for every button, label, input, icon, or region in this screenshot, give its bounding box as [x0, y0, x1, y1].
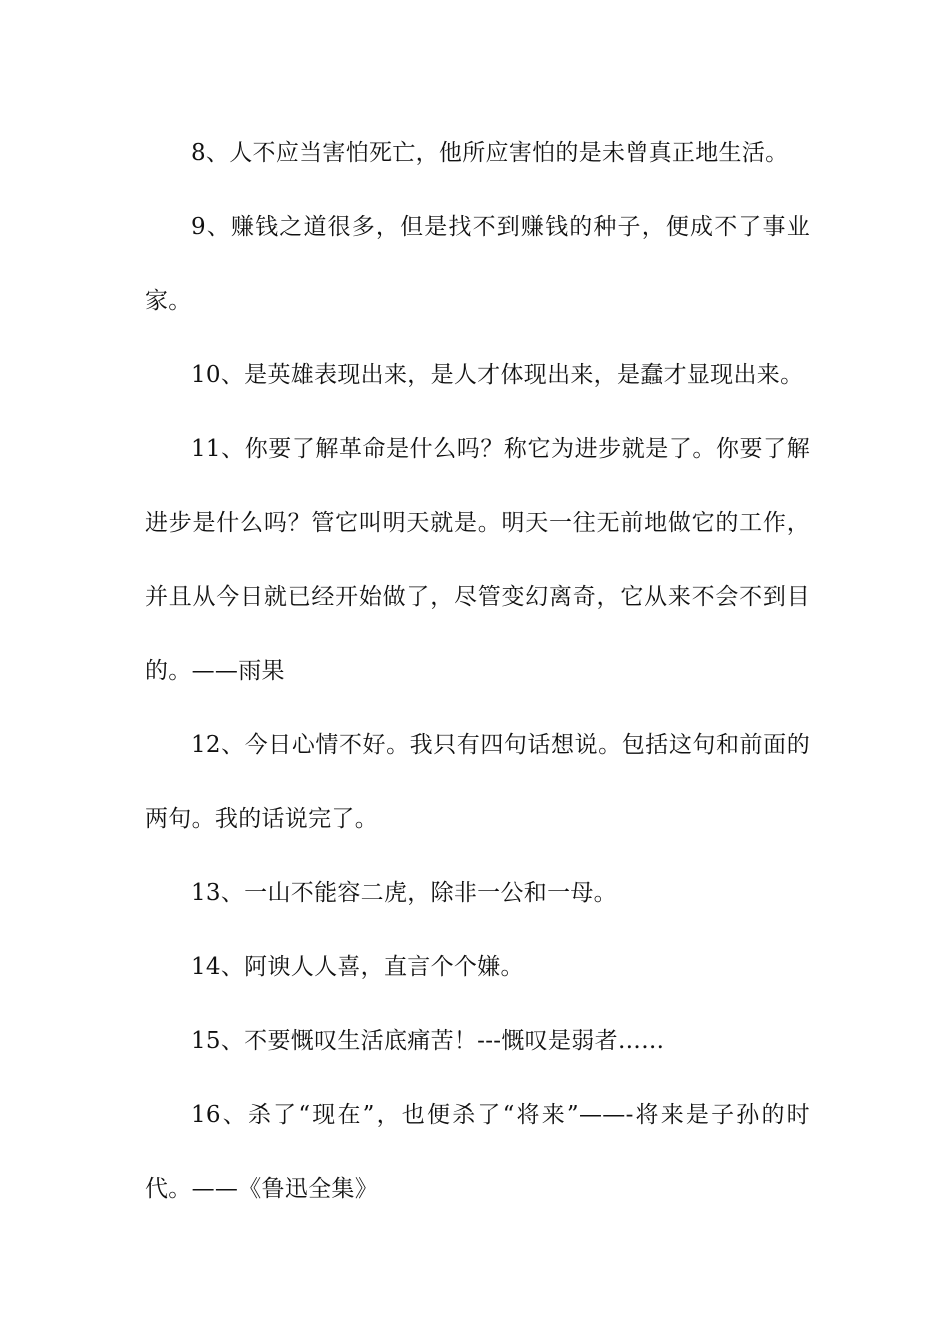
quote-paragraph-16: 16、杀了“现在”，也便杀了“将来”——-将来是子孙的时代。——《鲁迅全集》 — [145, 1102, 810, 1202]
quote-paragraph-11: 11、你要了解革命是什么吗？称它为进步就是了。你要了解进步是什么吗？管它叫明天就是。明天一往无前地做它的工作，并且从今日就已经开始做了，尽管变幻离奇，它从来不会不到目的。——雨果 — [145, 436, 810, 684]
quote-paragraph-13: 13、一山不能容二虎，除非一公和一母。 — [191, 880, 617, 906]
quote-paragraph-12: 12、今日心情不好。我只有四句话想说。包括这句和前面的两句。我的话说完了。 — [145, 732, 810, 832]
quote-paragraph-9: 9、赚钱之道很多，但是找不到赚钱的种子，便成不了事业家。 — [145, 214, 810, 314]
quote-paragraph-15: 15、不要慨叹生活底痛苦！---慨叹是弱者…… — [191, 1028, 665, 1054]
quote-paragraph-8: 8、人不应当害怕死亡，他所应害怕的是未曾真正地生活。 — [191, 140, 789, 166]
quote-paragraph-10: 10、是英雄表现出来，是人才体现出来，是蠢才显现出来。 — [191, 362, 804, 388]
document-body — [145, 116, 810, 1226]
quote-paragraph-14: 14、阿谀人人喜，直言个个嫌。 — [191, 954, 524, 980]
